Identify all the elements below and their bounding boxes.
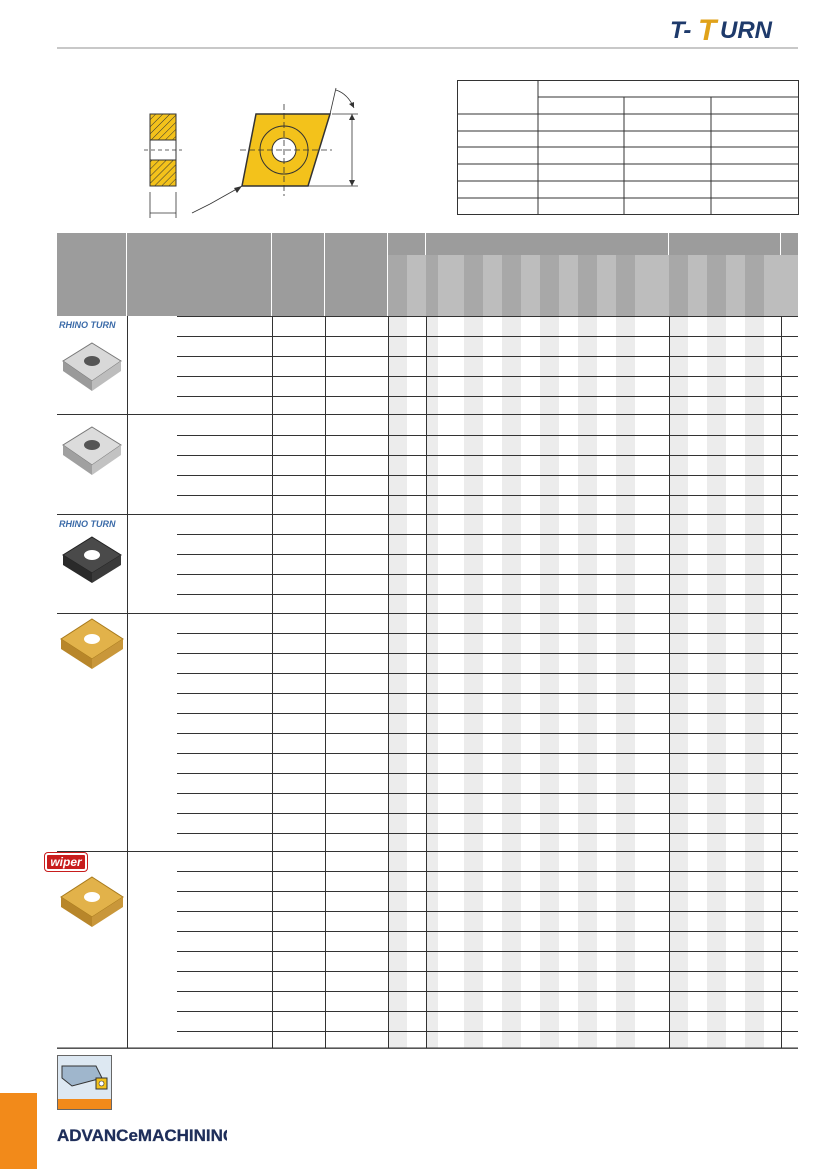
t-turn-logo (668, 14, 800, 44)
company-logo (57, 1122, 227, 1146)
group-3-brand-label (57, 517, 127, 529)
group-5-insert-image (57, 871, 127, 941)
insert-drawing-svg (140, 80, 380, 220)
logo-svg (668, 14, 800, 44)
operation-icon (57, 1055, 112, 1110)
group-2-insert-image (57, 419, 127, 489)
logo-t-prefix: T- (670, 17, 692, 44)
table-header (57, 233, 798, 316)
logo-t-accent: T (698, 14, 717, 44)
footer-rule (57, 1048, 798, 1049)
group-1-brand-text: RHINO TURN (59, 320, 116, 330)
group-4-insert-image (57, 613, 127, 683)
wiper-badge: wiper (45, 853, 87, 871)
group-1-insert-image (57, 333, 127, 403)
header-grade-stripes (57, 233, 798, 316)
header-rule (57, 47, 798, 49)
group-3-brand-text: RHINO TURN (59, 519, 116, 529)
insert-geometry-drawing (140, 80, 380, 220)
table-body-grid (57, 316, 798, 1048)
company-logo-text: ADVANCeMACHINING (57, 1126, 227, 1145)
group-1-brand-label (57, 318, 127, 330)
group-3-insert-image (57, 529, 127, 599)
logo-urn: URN (720, 17, 772, 44)
section-tab (0, 1093, 37, 1169)
dimension-spec-table (457, 80, 799, 216)
